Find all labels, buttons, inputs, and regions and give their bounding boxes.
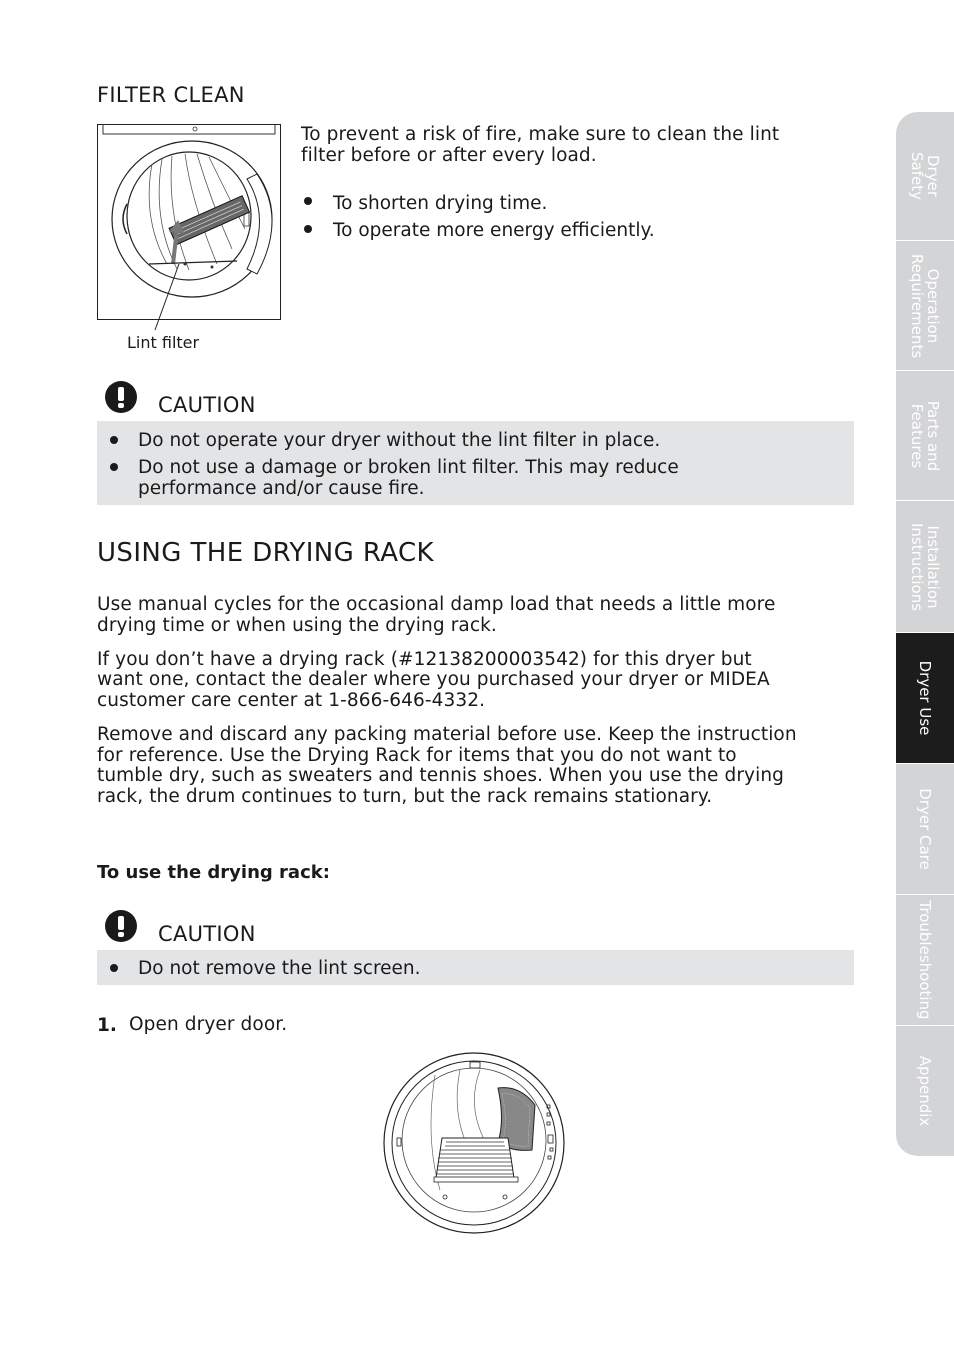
caution1-bullet-2-line-2: performance and/or cause fire.: [138, 478, 425, 499]
step-number: 1.: [97, 1015, 117, 1036]
filter-intro-line-1: To prevent a risk of fire, make sure to clean the lint: [301, 124, 780, 145]
tab-label: Operation Requirements: [908, 253, 942, 358]
filter-intro-line-2: filter before or after every load.: [301, 145, 597, 166]
tab-operation-requirements[interactable]: [896, 241, 954, 371]
tab-dryer-care[interactable]: [896, 764, 954, 895]
rack-p3-line-3: tumble dry, such as sweaters and tennis shoes. When you use the drying: [97, 765, 784, 786]
step-text: Open dryer door.: [129, 1014, 288, 1035]
tab-label: Dryer Use: [916, 660, 934, 736]
rack-p1-line-2: drying time or when using the drying rack.: [97, 615, 497, 636]
caution-icon: [105, 910, 137, 942]
bullet-dot: [304, 197, 312, 205]
rack-p1-line-1: Use manual cycles for the occasional damp load that needs a little more: [97, 594, 776, 615]
caution-title: CAUTION: [158, 393, 256, 417]
filter-bullet-2: To operate more energy efficiently.: [333, 220, 655, 241]
caution2-bullet-1: Do not remove the lint screen.: [138, 958, 421, 979]
lint-filter-label: Lint filter: [127, 333, 200, 352]
rack-p3-line-1: Remove and discard any packing material before use. Keep the instruction: [97, 724, 797, 745]
tab-label: Parts and Features: [908, 400, 942, 471]
tab-installation-instructions[interactable]: [896, 501, 954, 633]
tab-dryer-safety[interactable]: [896, 112, 954, 241]
caution1-bullet-2-line-1: Do not use a damage or broken lint filter. This may reduce: [138, 457, 679, 478]
filter-clean-heading: FILTER CLEAN: [97, 83, 245, 107]
rack-p2-line-1: If you don’t have a drying rack (#12138200003542) for this dryer but: [97, 649, 752, 670]
caution-box: [97, 950, 854, 985]
bullet-dot: [304, 225, 312, 233]
rack-p2-line-3: customer care center at 1-866-646-4332.: [97, 690, 486, 711]
caution1-bullet-1: Do not operate your dryer without the lint filter in place.: [138, 430, 661, 451]
bullet-dot: [110, 463, 118, 471]
tab-label: Troubleshooting: [916, 900, 934, 1020]
tab-dryer-use[interactable]: [896, 633, 954, 764]
tab-label: Dryer Safety: [908, 152, 942, 200]
caution-title: CAUTION: [158, 922, 256, 946]
rack-p3-line-2: for reference. Use the Drying Rack for items that you do not want to: [97, 745, 737, 766]
tab-troubleshooting[interactable]: [896, 895, 954, 1026]
tab-label: Dryer Care: [916, 788, 934, 870]
rack-p2-line-2: want one, contact the dealer where you purchased your dryer or MIDEA: [97, 669, 770, 690]
caution-icon: [105, 381, 137, 413]
bullet-dot: [110, 436, 118, 444]
caution-box: [97, 421, 854, 505]
tab-label: Installation Instructions: [908, 522, 942, 611]
filter-bullet-1: To shorten drying time.: [333, 193, 548, 214]
tab-parts-and-features[interactable]: [896, 371, 954, 501]
drying-rack-heading: USING THE DRYING RACK: [97, 538, 434, 568]
drying-rack-illustration: [380, 1050, 570, 1236]
tab-label: Appendix: [916, 1055, 934, 1127]
rack-p3-line-4: rack, the drum continues to turn, but the rack remains stationary.: [97, 786, 713, 807]
lint-filter-illustration: [97, 124, 281, 320]
rack-subheading: To use the drying rack:: [97, 862, 330, 883]
bullet-dot: [110, 964, 118, 972]
tab-appendix[interactable]: [896, 1026, 954, 1157]
